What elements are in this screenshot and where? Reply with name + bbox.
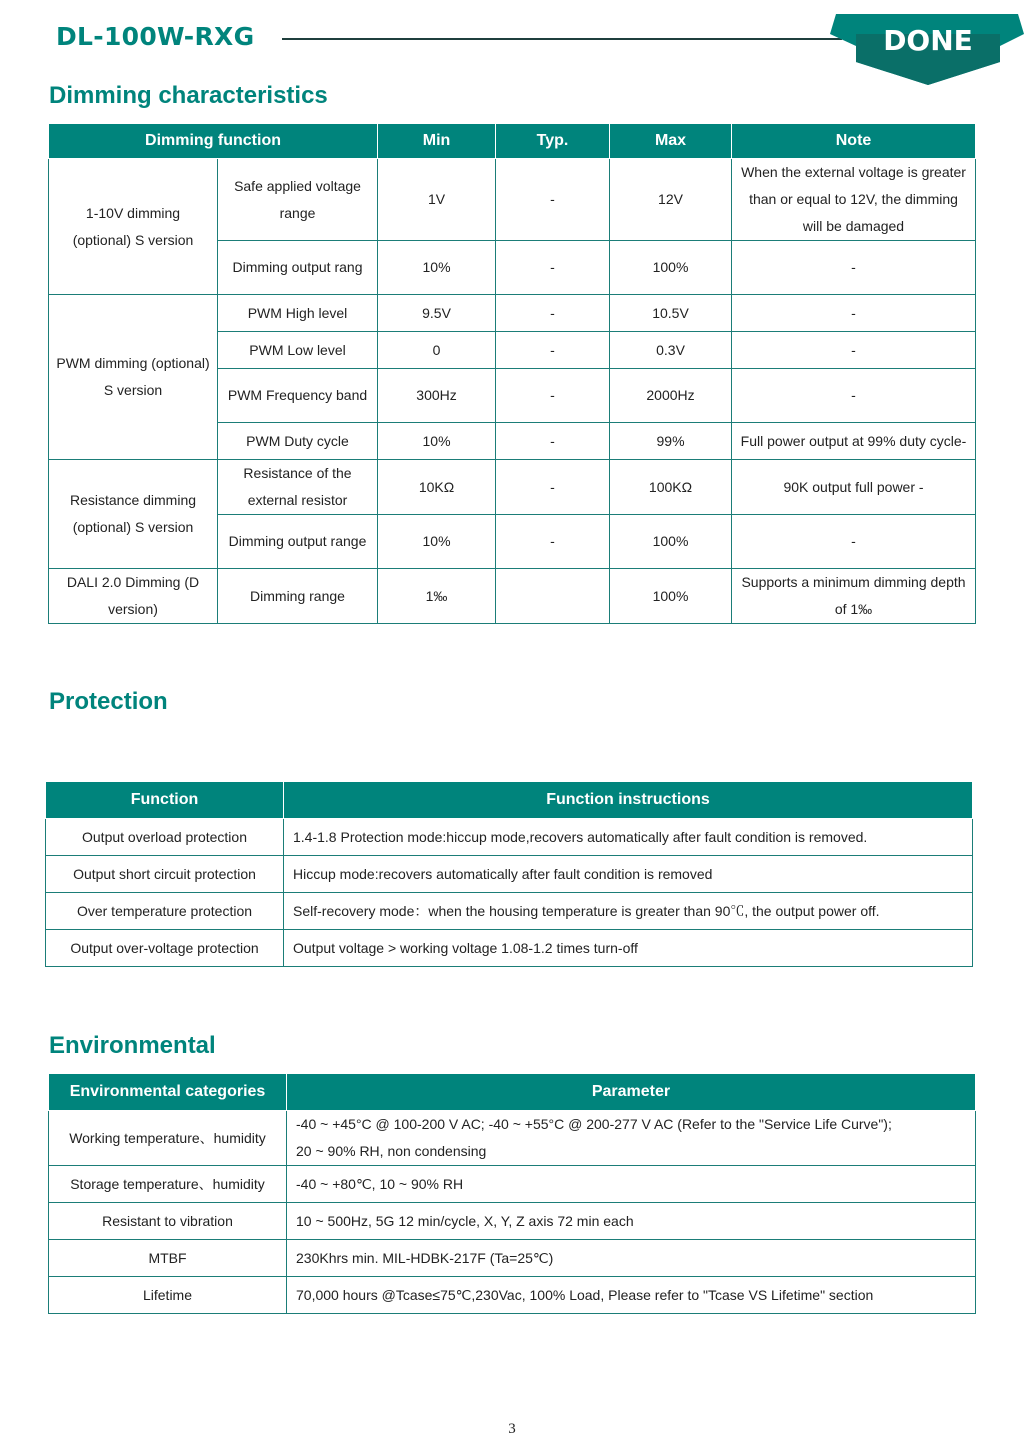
header-divider — [282, 38, 842, 40]
table-row — [46, 819, 973, 856]
min-cell: 0 — [378, 332, 496, 369]
protection-header-instructions: Function instructions — [284, 782, 973, 819]
function-cell: Output over-voltage protection — [46, 930, 284, 967]
instruction-cell: Hiccup mode:recovers automatically after fault condition is removed — [284, 856, 973, 893]
param-cell: Safe applied voltage range — [218, 159, 378, 241]
parameter-line: -40 ~ +45°C @ 100-200 V AC; -40 ~ +55°C @ 200-277 V AC (Refer to the "Service Life Curve"); — [296, 1116, 892, 1132]
dimming-header-typ: Typ. — [496, 124, 610, 159]
table-row — [49, 1277, 976, 1314]
note-cell: - — [732, 369, 976, 423]
max-cell: 10.5V — [610, 295, 732, 332]
category-cell: Working temperature、humidity — [49, 1111, 287, 1166]
min-cell: 1V — [378, 159, 496, 241]
param-cell: PWM Duty cycle — [218, 423, 378, 460]
note-cell: Supports a minimum dimming depth of 1‰ — [732, 569, 976, 624]
function-cell: Output overload protection — [46, 819, 284, 856]
category-cell: Storage temperature、humidity — [49, 1166, 287, 1203]
note-cell: 90K output full power - — [732, 460, 976, 515]
min-cell: 10KΩ — [378, 460, 496, 515]
note-cell: - — [732, 515, 976, 569]
table-row — [46, 856, 973, 893]
table-row — [49, 159, 976, 241]
table-row — [46, 930, 973, 967]
category-cell: MTBF — [49, 1240, 287, 1277]
typ-cell: - — [496, 241, 610, 295]
table-row — [46, 893, 973, 930]
category-cell: Lifetime — [49, 1277, 287, 1314]
max-cell: 100% — [610, 241, 732, 295]
table-row — [49, 569, 976, 624]
protection-header-function: Function — [46, 782, 284, 819]
page-number: 3 — [508, 1421, 516, 1437]
group-label: PWM dimming (optional) S version — [49, 295, 218, 460]
min-cell: 9.5V — [378, 295, 496, 332]
note-cell: - — [732, 241, 976, 295]
parameter-cell — [287, 1111, 976, 1166]
table-row — [49, 1166, 976, 1203]
table-row — [49, 295, 976, 332]
dimming-header-min: Min — [378, 124, 496, 159]
protection-table — [45, 781, 973, 967]
instruction-cell: Self-recovery mode：when the housing temperature is greater than 90℃, the output power off. — [284, 893, 973, 930]
typ-cell: - — [496, 515, 610, 569]
param-cell: PWM High level — [218, 295, 378, 332]
table-row — [49, 1240, 976, 1277]
typ-cell: - — [496, 460, 610, 515]
min-cell: 1‰ — [378, 569, 496, 624]
brand-logo — [828, 12, 1024, 86]
max-cell: 2000Hz — [610, 369, 732, 423]
note-cell: Full power output at 99% duty cycle- — [732, 423, 976, 460]
table-row — [49, 1111, 976, 1166]
table-row — [49, 1203, 976, 1240]
max-cell: 100% — [610, 569, 732, 624]
parameter-cell: 70,000 hours @Tcase≤75℃,230Vac, 100% Load, Please refer to "Tcase VS Lifetime" section — [287, 1277, 976, 1314]
environmental-header-category: Environmental categories — [49, 1074, 287, 1111]
param-cell: Dimming range — [218, 569, 378, 624]
min-cell: 10% — [378, 515, 496, 569]
dimming-header-note: Note — [732, 124, 976, 159]
param-cell: PWM Frequency band — [218, 369, 378, 423]
max-cell: 100KΩ — [610, 460, 732, 515]
instruction-cell: Output voltage > working voltage 1.08-1.2 times turn-off — [284, 930, 973, 967]
protection-title: Protection — [49, 688, 168, 715]
typ-cell: - — [496, 295, 610, 332]
min-cell: 10% — [378, 423, 496, 460]
max-cell: 12V — [610, 159, 732, 241]
instruction-cell: 1.4-1.8 Protection mode:hiccup mode,recovers automatically after fault condition is removed. — [284, 819, 973, 856]
param-cell: Dimming output range — [218, 515, 378, 569]
dimming-table — [48, 123, 976, 624]
param-cell: Dimming output rang — [218, 241, 378, 295]
param-cell: PWM Low level — [218, 332, 378, 369]
typ-cell: - — [496, 369, 610, 423]
table-row — [49, 460, 976, 515]
dimming-title: Dimming characteristics — [49, 82, 328, 109]
parameter-cell: 10 ~ 500Hz, 5G 12 min/cycle, X, Y, Z axis 72 min each — [287, 1203, 976, 1240]
parameter-cell: -40 ~ +80℃, 10 ~ 90% RH — [287, 1166, 976, 1203]
function-cell: Over temperature protection — [46, 893, 284, 930]
max-cell: 100% — [610, 515, 732, 569]
param-cell: Resistance of the external resistor — [218, 460, 378, 515]
typ-cell: - — [496, 159, 610, 241]
parameter-line: 20 ~ 90% RH, non condensing — [296, 1143, 487, 1159]
group-label: 1-10V dimming (optional) S version — [49, 159, 218, 295]
max-cell: 99% — [610, 423, 732, 460]
environmental-table — [48, 1073, 976, 1314]
typ-cell — [496, 569, 610, 624]
max-cell: 0.3V — [610, 332, 732, 369]
model-name: DL-100W-RXG — [56, 22, 255, 51]
environmental-header-parameter: Parameter — [287, 1074, 976, 1111]
category-cell: Resistant to vibration — [49, 1203, 287, 1240]
typ-cell: - — [496, 332, 610, 369]
note-cell: - — [732, 295, 976, 332]
typ-cell: - — [496, 423, 610, 460]
note-cell: - — [732, 332, 976, 369]
function-cell: Output short circuit protection — [46, 856, 284, 893]
parameter-cell: 230Khrs min. MIL-HDBK-217F (Ta=25℃) — [287, 1240, 976, 1277]
min-cell: 300Hz — [378, 369, 496, 423]
note-cell: When the external voltage is greater than or equal to 12V, the dimming will be damaged — [732, 159, 976, 241]
dimming-header-function: Dimming function — [49, 124, 378, 159]
environmental-title: Environmental — [49, 1032, 216, 1059]
logo-text: DONE — [883, 24, 973, 57]
group-label: DALI 2.0 Dimming (D version) — [49, 569, 218, 624]
group-label: Resistance dimming (optional) S version — [49, 460, 218, 569]
min-cell: 10% — [378, 241, 496, 295]
dimming-header-max: Max — [610, 124, 732, 159]
